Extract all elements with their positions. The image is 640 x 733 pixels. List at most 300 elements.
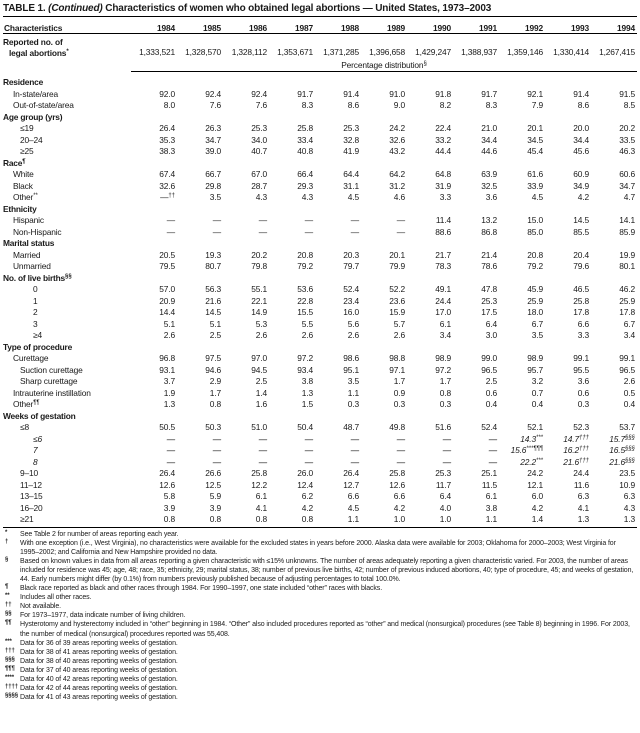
data-cell: 49.1 (435, 284, 451, 294)
data-cell: 32.8 (343, 134, 359, 145)
data-cell: 48.7 (343, 422, 359, 432)
data-cell: — (212, 215, 221, 225)
data-cell: 0.3 (393, 399, 405, 409)
data-row (3, 353, 637, 365)
data-cell: 11.6 (573, 479, 589, 490)
footnote-marker: ¶¶ (5, 620, 12, 627)
data-cell: — (350, 215, 359, 225)
data-row (3, 388, 637, 400)
data-row (3, 215, 637, 227)
data-cell: 5.3 (255, 318, 267, 329)
data-cell: 1.0 (393, 514, 405, 524)
data-cell: 19.9 (619, 249, 635, 260)
footnote-text: Data for 36 of 39 areas reporting weeks of gestation. (20, 639, 178, 647)
year-column-header: 1987 (269, 17, 315, 34)
data-cell: 86.8 (481, 226, 497, 237)
row-label: Suction curettage (20, 364, 83, 375)
row-label: Out-of-state/area (13, 100, 74, 110)
data-cell: 6.4 (485, 318, 497, 329)
data-cell: 3.4 (439, 330, 451, 340)
reported-abortions-value: 1,371,285 (323, 47, 359, 57)
data-cell: 1.7 (209, 387, 221, 398)
data-cell: 11.5 (481, 479, 497, 490)
data-cell: 32.6 (159, 180, 175, 191)
data-cell: 33.9 (527, 180, 543, 191)
data-row (3, 250, 637, 262)
data-cell: 61.6 (527, 169, 543, 179)
data-cell: 2.6 (393, 330, 405, 340)
reported-label-line2: legal abortions* (9, 48, 69, 58)
data-cell: 4.5 (347, 192, 359, 202)
data-cell: 22.1 (251, 295, 267, 306)
data-cell: 25.1 (481, 468, 497, 478)
data-cell: 91.0 (389, 88, 405, 99)
data-cell: 26.3 (205, 123, 221, 133)
section-header-row (3, 411, 637, 423)
footnote-text: Not available. (20, 603, 62, 611)
data-row (3, 480, 637, 492)
data-cell: 98.8 (389, 353, 405, 363)
footnote-marker: §§§ (5, 656, 15, 663)
data-cell: 56.3 (205, 284, 221, 294)
data-cell: 6.1 (255, 491, 267, 501)
row-label: ≥21 (20, 514, 34, 524)
data-cell: — (396, 215, 405, 225)
data-cell: 7.6 (255, 100, 267, 110)
data-cell: 12.6 (389, 479, 405, 490)
row-label: Sharp curettage (20, 376, 78, 386)
data-row (3, 181, 637, 193)
reported-abortions-row (3, 34, 637, 60)
section-header-label: Type of procedure (3, 341, 73, 352)
data-cell: 1.3 (577, 514, 589, 524)
data-cell: — (304, 226, 313, 237)
data-cell: 26.4 (159, 468, 175, 478)
data-cell: — (258, 215, 267, 225)
data-cell: 80.7 (205, 261, 221, 271)
data-cell: 9.0 (393, 100, 405, 110)
data-cell: 6.3 (577, 491, 589, 501)
data-cell: 3.4 (623, 330, 635, 340)
data-cell: 25.3 (343, 123, 359, 133)
data-row (3, 468, 637, 480)
data-cell: 3.9 (163, 502, 175, 513)
data-cell: — (350, 433, 359, 444)
footnote-text: Black race reported as black and other races through 1984. For 1990–1997, one state included “other” races with blacks. (20, 585, 383, 593)
data-cell: 34.7 (205, 134, 221, 145)
data-cell: 0.8 (163, 514, 175, 524)
reported-abortions-value: 1,267,415 (599, 47, 635, 57)
footnote (5, 602, 636, 611)
section-header-label: Age group (yrs) (3, 111, 63, 122)
data-cell: 0.8 (255, 514, 267, 524)
data-cell: 79.5 (159, 261, 175, 271)
year-column-header: 1994 (591, 17, 637, 34)
data-cell: 55.1 (251, 284, 267, 294)
data-cell: 4.5 (531, 192, 543, 202)
row-label: 0 (33, 284, 38, 294)
data-cell: 49.8 (389, 422, 405, 432)
percentage-distribution-spanner: Percentage distribution§ (131, 59, 637, 72)
data-cell: 1.4 (255, 387, 267, 398)
data-cell: — (488, 433, 497, 444)
data-cell: 60.9 (573, 169, 589, 179)
data-cell: 22.2*** (520, 456, 543, 467)
data-row (3, 399, 637, 411)
data-cell: 26.6 (205, 468, 221, 478)
year-column-header: 1986 (223, 17, 269, 34)
data-cell: 1.3 (623, 514, 635, 524)
data-cell: 4.3 (301, 192, 313, 202)
data-cell: 12.7 (343, 479, 359, 490)
data-cell: 0.3 (347, 399, 359, 409)
section-header-row (3, 273, 637, 285)
data-cell: 53.6 (297, 284, 313, 294)
data-cell: 34.0 (251, 134, 267, 145)
data-cell: 2.6 (347, 330, 359, 340)
data-cell: 25.8 (389, 468, 405, 478)
data-cell: 6.2 (301, 491, 313, 501)
reported-abortions-value: 1,429,247 (415, 47, 451, 57)
data-cell: 50.4 (297, 422, 313, 432)
data-cell: 3.2 (531, 376, 543, 386)
data-cell: 46.5 (573, 284, 589, 294)
data-row (3, 284, 637, 296)
data-cell: 45.9 (527, 284, 543, 294)
data-cell: 79.6 (573, 261, 589, 271)
data-cell: 91.4 (573, 88, 589, 99)
footnote-text: Hysterotomy and hysterectomy included in “other” beginning in 1984. “Other” also included procedures reported as “other” and medical (nonsurgical) procedures (see Table 8) beginning in 1996. For 2003, the number of medical (nonsurgical) procedures reported was 55,408. (20, 621, 630, 638)
data-cell: 14.7††† (563, 433, 589, 444)
section-header-row (3, 238, 637, 250)
data-cell: 4.3 (623, 502, 635, 513)
data-cell: 11.4 (435, 215, 451, 225)
footnotes (3, 528, 637, 703)
data-row (3, 123, 637, 135)
data-cell: 21.0 (481, 123, 497, 133)
table-title (3, 2, 637, 16)
data-cell: 4.6 (393, 192, 405, 202)
data-cell: 5.1 (209, 318, 221, 329)
data-cell: — (304, 456, 313, 467)
row-label: ≤19 (20, 123, 34, 133)
footnote-marker: § (5, 556, 9, 563)
data-cell: 52.4 (343, 284, 359, 294)
data-cell: 44.6 (481, 146, 497, 156)
data-cell: 3.7 (163, 376, 175, 386)
year-column-header: 1991 (453, 17, 499, 34)
column-header-row (3, 17, 637, 34)
year-column-header: 1984 (131, 17, 177, 34)
data-cell: 19.3 (205, 249, 221, 260)
data-cell: 2.6 (301, 330, 313, 340)
data-cell: 17.8 (619, 307, 635, 317)
data-cell: 16.5§§§ (609, 445, 635, 455)
footnote-text: For 1973–1977, data indicate number of living children. (20, 612, 186, 620)
data-cell: 4.0 (439, 502, 451, 513)
data-cell: 8.3 (301, 100, 313, 110)
footnote-marker: ** (5, 593, 10, 600)
data-cell: 0.9 (393, 387, 405, 398)
data-cell: 20.3 (343, 249, 359, 260)
data-cell: 39.0 (205, 146, 221, 156)
data-cell: 4.3 (255, 192, 267, 202)
row-label: 3 (33, 318, 38, 329)
footnote-text: Data for 38 of 40 areas reporting weeks of gestation. (20, 657, 178, 665)
row-label: Curettage (13, 353, 49, 363)
data-cell: 79.8 (251, 261, 267, 271)
data-cell: 7.9 (531, 100, 543, 110)
data-cell: 28.7 (251, 180, 267, 191)
section-header-row (3, 158, 637, 170)
data-cell: 5.9 (209, 491, 221, 501)
row-label: Other** (13, 192, 38, 202)
data-cell: 5.5 (301, 318, 313, 329)
data-cell: 98.9 (527, 353, 543, 363)
data-cell: 25.8 (573, 295, 589, 306)
data-cell: 15.5 (297, 307, 313, 317)
data-cell: 78.6 (481, 261, 497, 271)
reported-abortions-value: 1,328,112 (231, 47, 267, 57)
column-header-characteristics: Characteristics (3, 17, 131, 34)
data-cell: 51.6 (435, 422, 451, 432)
data-cell: 64.2 (389, 169, 405, 179)
data-cell: 25.8 (297, 123, 313, 133)
data-cell: 17.5 (481, 307, 497, 317)
data-cell: 4.5 (347, 502, 359, 513)
data-cell: 79.7 (343, 261, 359, 271)
data-cell: 0.5 (623, 387, 635, 398)
data-cell: 8.6 (577, 100, 589, 110)
footnote (5, 693, 636, 702)
footnote-text: See Table 2 for number of areas reporting each year. (20, 530, 179, 538)
data-cell: 7.6 (209, 100, 221, 110)
row-label: Hispanic (13, 215, 44, 225)
data-cell: 0.8 (209, 514, 221, 524)
data-cell: 79.2 (527, 261, 543, 271)
data-cell: —†† (160, 192, 175, 202)
data-cell: 3.3 (439, 192, 451, 202)
data-cell: 34.9 (573, 180, 589, 191)
data-cell: 4.2 (393, 502, 405, 513)
data-row (3, 376, 637, 388)
data-cell: 1.6 (255, 399, 267, 409)
footnote-text: Data for 38 of 41 areas reporting weeks of gestation. (20, 648, 178, 656)
data-cell: 3.9 (209, 502, 221, 513)
section-header-row (3, 77, 637, 89)
data-cell: 26.4 (159, 123, 175, 133)
row-label: 8 (33, 456, 38, 467)
data-cell: 4.1 (255, 502, 267, 513)
data-cell: 52.3 (573, 422, 589, 432)
data-cell: 45.6 (573, 146, 589, 156)
data-cell: 0.8 (301, 514, 313, 524)
data-cell: 2.5 (485, 376, 497, 386)
data-cell: 3.3 (577, 330, 589, 340)
data-cell: 46.3 (619, 146, 635, 156)
data-cell: 20.1 (389, 249, 405, 260)
footnote (5, 639, 636, 648)
data-cell: 5.6 (347, 318, 359, 329)
data-cell: — (258, 456, 267, 467)
data-cell: — (442, 433, 451, 444)
data-cell: — (258, 433, 267, 444)
data-row (3, 365, 637, 377)
data-cell: — (442, 456, 451, 467)
table-number: TABLE 1. (3, 3, 46, 14)
data-cell: 98.6 (343, 353, 359, 363)
data-cell: 80.1 (619, 261, 635, 271)
footnote-marker: §§ (5, 611, 12, 618)
data-cell: 92.0 (159, 88, 175, 99)
data-cell: — (488, 445, 497, 455)
data-cell: 98.9 (435, 353, 451, 363)
reported-abortions-label (3, 34, 131, 60)
data-cell: 50.3 (205, 422, 221, 432)
data-cell: 66.7 (205, 169, 221, 179)
row-label: Unmarried (13, 261, 51, 271)
data-row (3, 514, 637, 526)
reported-abortions-value: 1,330,414 (553, 47, 589, 57)
data-cell: 34.7 (619, 180, 635, 191)
data-cell: 0.4 (531, 399, 543, 409)
section-header-row (3, 112, 637, 124)
data-cell: 3.0 (485, 330, 497, 340)
data-cell: 21.6 (205, 295, 221, 306)
data-cell: 8.0 (163, 100, 175, 110)
data-cell: 1.4 (531, 514, 543, 524)
data-cell: — (212, 226, 221, 237)
data-row (3, 422, 637, 434)
data-cell: 5.7 (393, 318, 405, 329)
reported-abortions-value: 1,328,570 (185, 47, 221, 57)
footnote (5, 557, 636, 584)
data-row (3, 192, 637, 204)
data-row (3, 457, 637, 469)
section-header-label: Weeks of gestation (3, 410, 76, 421)
data-cell: 97.2 (435, 364, 451, 375)
data-cell: — (304, 215, 313, 225)
footnote (5, 648, 636, 657)
data-cell: 6.6 (347, 491, 359, 501)
data-cell: 66.4 (297, 169, 313, 179)
data-cell: 67.4 (159, 169, 175, 179)
data-cell: 25.3 (251, 123, 267, 133)
footnote (5, 584, 636, 593)
data-cell: 44.4 (435, 146, 451, 156)
data-cell: 15.0 (527, 215, 543, 225)
reported-abortions-value: 1,353,671 (277, 47, 313, 57)
data-cell: 97.5 (205, 353, 221, 363)
data-cell: 96.5 (619, 364, 635, 375)
data-cell: 47.8 (481, 284, 497, 294)
data-row (3, 89, 637, 101)
footnote-marker: *** (5, 638, 12, 645)
data-cell: 6.1 (439, 318, 451, 329)
footnote-text: With one exception (i.e., West Virginia), no characteristics were available for the excluded states in years before 2000. Alaska data were available for 2003; Oklahoma for 2000–2003; West Virginia for 1995–2002; and California and New Hampshire provided no data. (20, 539, 616, 556)
data-cell: 63.9 (481, 169, 497, 179)
data-cell: 25.9 (619, 295, 635, 306)
row-label: Married (13, 249, 41, 260)
data-cell: 0.6 (577, 387, 589, 398)
data-cell: 26.4 (343, 468, 359, 478)
data-cell: 60.6 (619, 169, 635, 179)
data-cell: 40.7 (251, 146, 267, 156)
row-label: ≤6 (33, 433, 42, 444)
data-cell: 17.0 (435, 307, 451, 317)
data-cell: 94.5 (251, 364, 267, 375)
data-cell: 94.6 (205, 364, 221, 375)
data-cell: 92.4 (251, 88, 267, 99)
row-label: 2 (33, 307, 38, 317)
data-cell: — (304, 445, 313, 455)
section-header-label: Residence (3, 77, 44, 87)
row-label: Non-Hispanic (13, 226, 62, 237)
data-cell: 21.6††† (563, 456, 589, 467)
footnote-marker: † (5, 538, 9, 545)
data-cell: 3.5 (209, 192, 221, 202)
data-cell: — (166, 215, 175, 225)
data-cell: 57.0 (159, 284, 175, 294)
data-cell: 38.3 (159, 146, 175, 156)
data-cell: 6.0 (531, 491, 543, 501)
data-cell: 2.6 (255, 330, 267, 340)
data-cell: 1.1 (485, 514, 497, 524)
data-cell: 79.2 (297, 261, 313, 271)
data-cell: 91.8 (435, 88, 451, 99)
data-cell: 64.4 (343, 169, 359, 179)
data-cell: 67.0 (251, 169, 267, 179)
data-cell: — (350, 445, 359, 455)
data-cell: 78.3 (435, 261, 451, 271)
data-cell: 96.8 (159, 353, 175, 363)
data-cell: — (166, 456, 175, 467)
row-label: 13–15 (20, 491, 43, 501)
footnote-marker: ¶ (5, 584, 9, 591)
data-cell: 1.0 (439, 514, 451, 524)
row-label: Other¶¶ (13, 399, 40, 409)
data-cell: 31.1 (343, 180, 359, 191)
data-cell: 91.7 (297, 88, 313, 99)
footnote (5, 530, 636, 539)
data-cell: 64.8 (435, 169, 451, 179)
data-cell: 85.5 (573, 226, 589, 237)
footnote-text: Data for 37 of 40 areas reporting weeks of gestation. (20, 666, 178, 674)
footnote (5, 539, 636, 557)
data-cell: 6.7 (531, 318, 543, 329)
data-cell: 34.5 (527, 134, 543, 145)
year-column-header: 1992 (499, 17, 545, 34)
footnote-text: Based on known values in data from all areas reporting a given characteristic with ≤15% unknowns. The number of areas adequately reporting a given characteristic varied. For 2003, the number of areas included for residence was 45; age, 48; race, 35; ethnicity, 29; marital status, 38; number of previous live births, 42; number of previous induced abortions, 40; type of procedure, 45; and weeks of gestation, 44. Early numbers might differ (by 0.1%) from numbers previously published because of adjusting percentages to total 100.0%. (20, 557, 634, 583)
data-cell: 6.3 (623, 491, 635, 501)
data-cell: 43.2 (389, 146, 405, 156)
data-cell: 0.8 (209, 399, 221, 409)
data-cell: 26.0 (297, 468, 313, 478)
footnote (5, 620, 636, 638)
data-row (3, 491, 637, 503)
data-cell: 2.5 (255, 376, 267, 386)
section-header-label: Marital status (3, 238, 55, 248)
data-cell: 0.8 (439, 387, 451, 398)
data-cell: 10.9 (619, 479, 635, 490)
data-cell: 32.5 (481, 180, 497, 191)
row-label: In-state/area (13, 88, 59, 99)
data-cell: 52.1 (527, 422, 543, 432)
row-label: 1 (33, 295, 38, 306)
data-cell: 18.0 (527, 307, 543, 317)
data-cell: — (488, 456, 497, 467)
reported-abortions-value: 1,396,658 (369, 47, 405, 57)
